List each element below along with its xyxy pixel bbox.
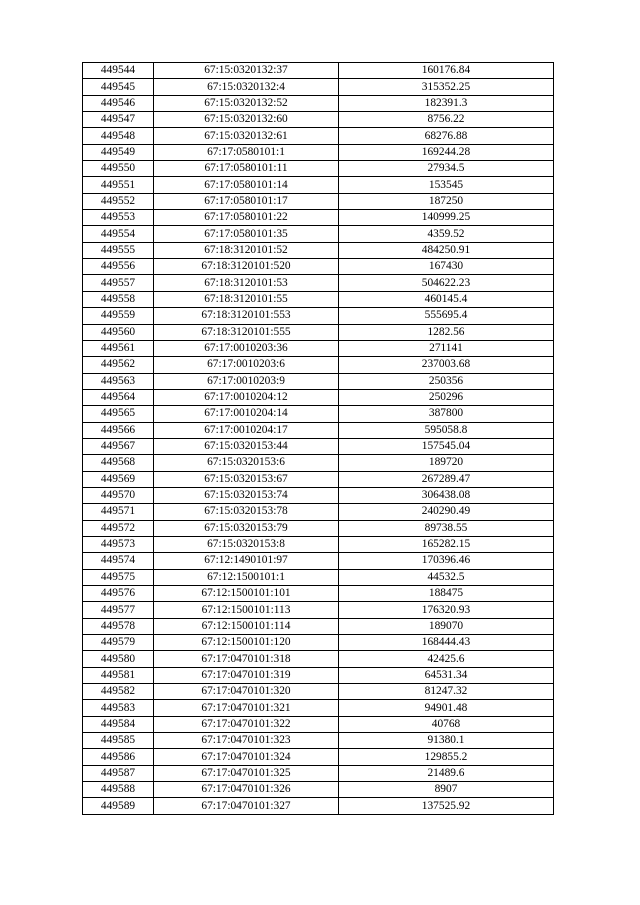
cadastral-number-cell: 67:17:0470101:320 bbox=[154, 684, 339, 700]
cadastral-value-cell: 484250.91 bbox=[339, 242, 554, 258]
table-row bbox=[83, 651, 554, 667]
cadastral-number-cell: 67:17:0470101:321 bbox=[154, 700, 339, 716]
table-row bbox=[83, 128, 554, 144]
row-number-cell: 449574 bbox=[83, 553, 154, 569]
table-row bbox=[83, 63, 554, 79]
cadastral-number-cell: 67:18:3120101:553 bbox=[154, 308, 339, 324]
cadastral-number-cell: 67:17:0580101:22 bbox=[154, 210, 339, 226]
table-row bbox=[83, 324, 554, 340]
cadastral-value-cell: 170396.46 bbox=[339, 553, 554, 569]
cadastral-number-cell: 67:17:0010204:17 bbox=[154, 422, 339, 438]
row-number-cell: 449546 bbox=[83, 95, 154, 111]
row-number-cell: 449573 bbox=[83, 536, 154, 552]
table-row bbox=[83, 487, 554, 503]
cadastral-value-cell: 387800 bbox=[339, 406, 554, 422]
row-number-cell: 449550 bbox=[83, 161, 154, 177]
table-row bbox=[83, 667, 554, 683]
cadastral-number-cell: 67:17:0580101:14 bbox=[154, 177, 339, 193]
row-number-cell: 449571 bbox=[83, 504, 154, 520]
row-number-cell: 449552 bbox=[83, 193, 154, 209]
row-number-cell: 449544 bbox=[83, 63, 154, 79]
row-number-cell: 449545 bbox=[83, 79, 154, 95]
row-number-cell: 449569 bbox=[83, 471, 154, 487]
cadastral-value-cell: 68276.88 bbox=[339, 128, 554, 144]
cadastral-value-cell: 157545.04 bbox=[339, 438, 554, 454]
row-number-cell: 449561 bbox=[83, 340, 154, 356]
table-row bbox=[83, 373, 554, 389]
cadastral-value-cell: 91380.1 bbox=[339, 733, 554, 749]
row-number-cell: 449551 bbox=[83, 177, 154, 193]
row-number-cell: 449556 bbox=[83, 259, 154, 275]
table-row bbox=[83, 782, 554, 798]
cadastral-number-cell: 67:15:0320153:74 bbox=[154, 487, 339, 503]
cadastral-number-cell: 67:15:0320153:44 bbox=[154, 438, 339, 454]
cadastral-number-cell: 67:17:0580101:35 bbox=[154, 226, 339, 242]
cadastral-number-cell: 67:15:0320153:79 bbox=[154, 520, 339, 536]
cadastral-value-cell: 250296 bbox=[339, 389, 554, 405]
table-row bbox=[83, 700, 554, 716]
cadastral-value-cell: 1282.56 bbox=[339, 324, 554, 340]
cadastral-number-cell: 67:17:0010204:12 bbox=[154, 389, 339, 405]
cadastral-number-cell: 67:17:0580101:17 bbox=[154, 193, 339, 209]
cadastral-value-cell: 167430 bbox=[339, 259, 554, 275]
row-number-cell: 449563 bbox=[83, 373, 154, 389]
table-row bbox=[83, 586, 554, 602]
cadastral-number-cell: 67:15:0320153:78 bbox=[154, 504, 339, 520]
cadastral-value-cell: 240290.49 bbox=[339, 504, 554, 520]
table-row bbox=[83, 749, 554, 765]
cadastral-number-cell: 67:12:1490101:97 bbox=[154, 553, 339, 569]
row-number-cell: 449576 bbox=[83, 586, 154, 602]
table-row bbox=[83, 79, 554, 95]
table-row bbox=[83, 112, 554, 128]
table-row bbox=[83, 389, 554, 405]
cadastral-number-cell: 67:17:0470101:323 bbox=[154, 733, 339, 749]
cadastral-value-cell: 40768 bbox=[339, 716, 554, 732]
cadastral-number-cell: 67:18:3120101:520 bbox=[154, 259, 339, 275]
cadastral-value-cell: 504622.23 bbox=[339, 275, 554, 291]
row-number-cell: 449575 bbox=[83, 569, 154, 585]
table-row bbox=[83, 504, 554, 520]
table-row bbox=[83, 291, 554, 307]
row-number-cell: 449557 bbox=[83, 275, 154, 291]
cadastral-value-cell: 153545 bbox=[339, 177, 554, 193]
cadastral-number-cell: 67:12:1500101:113 bbox=[154, 602, 339, 618]
table-row bbox=[83, 406, 554, 422]
cadastral-value-cell: 81247.32 bbox=[339, 684, 554, 700]
row-number-cell: 449548 bbox=[83, 128, 154, 144]
row-number-cell: 449564 bbox=[83, 389, 154, 405]
row-number-cell: 449582 bbox=[83, 684, 154, 700]
cadastral-value-cell: 189070 bbox=[339, 618, 554, 634]
cadastral-number-cell: 67:17:0470101:324 bbox=[154, 749, 339, 765]
cadastral-value-cell: 8907 bbox=[339, 782, 554, 798]
cadastral-number-cell: 67:15:0320153:67 bbox=[154, 471, 339, 487]
table-row bbox=[83, 536, 554, 552]
table-row bbox=[83, 765, 554, 781]
table-row bbox=[83, 259, 554, 275]
cadastral-value-cell: 237003.68 bbox=[339, 357, 554, 373]
cadastral-number-cell: 67:15:0320132:4 bbox=[154, 79, 339, 95]
row-number-cell: 449583 bbox=[83, 700, 154, 716]
cadastral-number-cell: 67:12:1500101:101 bbox=[154, 586, 339, 602]
row-number-cell: 449567 bbox=[83, 438, 154, 454]
row-number-cell: 449577 bbox=[83, 602, 154, 618]
cadastral-value-cell: 187250 bbox=[339, 193, 554, 209]
row-number-cell: 449549 bbox=[83, 144, 154, 160]
cadastral-number-cell: 67:17:0470101:319 bbox=[154, 667, 339, 683]
cadastral-value-cell: 140999.25 bbox=[339, 210, 554, 226]
cadastral-value-cell: 94901.48 bbox=[339, 700, 554, 716]
table-row bbox=[83, 438, 554, 454]
cadastral-value-cell: 44532.5 bbox=[339, 569, 554, 585]
cadastral-value-cell: 160176.84 bbox=[339, 63, 554, 79]
row-number-cell: 449587 bbox=[83, 765, 154, 781]
row-number-cell: 449558 bbox=[83, 291, 154, 307]
cadastral-value-cell: 4359.52 bbox=[339, 226, 554, 242]
cadastral-value-cell: 129855.2 bbox=[339, 749, 554, 765]
table-row bbox=[83, 242, 554, 258]
cadastral-number-cell: 67:15:0320132:52 bbox=[154, 95, 339, 111]
row-number-cell: 449555 bbox=[83, 242, 154, 258]
cadastral-number-cell: 67:15:0320132:37 bbox=[154, 63, 339, 79]
row-number-cell: 449570 bbox=[83, 487, 154, 503]
cadastral-number-cell: 67:18:3120101:52 bbox=[154, 242, 339, 258]
cadastral-number-cell: 67:17:0470101:325 bbox=[154, 765, 339, 781]
row-number-cell: 449588 bbox=[83, 782, 154, 798]
table-row bbox=[83, 618, 554, 634]
row-number-cell: 449568 bbox=[83, 455, 154, 471]
row-number-cell: 449579 bbox=[83, 635, 154, 651]
cadastral-value-cell: 271141 bbox=[339, 340, 554, 356]
row-number-cell: 449554 bbox=[83, 226, 154, 242]
cadastral-value-cell: 137525.92 bbox=[339, 798, 554, 814]
cadastral-value-cell: 555695.4 bbox=[339, 308, 554, 324]
cadastral-number-cell: 67:17:0010204:14 bbox=[154, 406, 339, 422]
table-row bbox=[83, 193, 554, 209]
cadastral-value-cell: 176320.93 bbox=[339, 602, 554, 618]
row-number-cell: 449580 bbox=[83, 651, 154, 667]
table-row bbox=[83, 308, 554, 324]
table-body bbox=[83, 63, 554, 815]
row-number-cell: 449559 bbox=[83, 308, 154, 324]
table-row bbox=[83, 357, 554, 373]
cadastral-value-cell: 188475 bbox=[339, 586, 554, 602]
cadastral-number-cell: 67:17:0010203:36 bbox=[154, 340, 339, 356]
cadastral-number-cell: 67:12:1500101:1 bbox=[154, 569, 339, 585]
cadastral-value-cell: 169244.28 bbox=[339, 144, 554, 160]
row-number-cell: 449553 bbox=[83, 210, 154, 226]
cadastral-number-cell: 67:15:0320153:8 bbox=[154, 536, 339, 552]
cadastral-number-cell: 67:18:3120101:555 bbox=[154, 324, 339, 340]
row-number-cell: 449560 bbox=[83, 324, 154, 340]
row-number-cell: 449565 bbox=[83, 406, 154, 422]
table-row bbox=[83, 340, 554, 356]
cadastral-number-cell: 67:17:0010203:6 bbox=[154, 357, 339, 373]
cadastral-value-table bbox=[82, 62, 554, 815]
table-row bbox=[83, 422, 554, 438]
table-row bbox=[83, 635, 554, 651]
cadastral-number-cell: 67:17:0010203:9 bbox=[154, 373, 339, 389]
cadastral-number-cell: 67:17:0470101:327 bbox=[154, 798, 339, 814]
cadastral-value-cell: 315352.25 bbox=[339, 79, 554, 95]
row-number-cell: 449578 bbox=[83, 618, 154, 634]
table-row bbox=[83, 471, 554, 487]
cadastral-value-cell: 165282.15 bbox=[339, 536, 554, 552]
cadastral-number-cell: 67:17:0580101:1 bbox=[154, 144, 339, 160]
table-row bbox=[83, 520, 554, 536]
cadastral-value-cell: 64531.34 bbox=[339, 667, 554, 683]
row-number-cell: 449589 bbox=[83, 798, 154, 814]
cadastral-value-cell: 21489.6 bbox=[339, 765, 554, 781]
cadastral-value-cell: 168444.43 bbox=[339, 635, 554, 651]
row-number-cell: 449586 bbox=[83, 749, 154, 765]
row-number-cell: 449566 bbox=[83, 422, 154, 438]
cadastral-value-cell: 8756.22 bbox=[339, 112, 554, 128]
cadastral-value-cell: 27934.5 bbox=[339, 161, 554, 177]
cadastral-value-cell: 182391.3 bbox=[339, 95, 554, 111]
table-row bbox=[83, 602, 554, 618]
cadastral-number-cell: 67:18:3120101:55 bbox=[154, 291, 339, 307]
table-row bbox=[83, 798, 554, 814]
cadastral-number-cell: 67:17:0470101:322 bbox=[154, 716, 339, 732]
cadastral-value-cell: 189720 bbox=[339, 455, 554, 471]
table-row bbox=[83, 716, 554, 732]
cadastral-number-cell: 67:18:3120101:53 bbox=[154, 275, 339, 291]
table-row bbox=[83, 684, 554, 700]
table-row bbox=[83, 95, 554, 111]
cadastral-number-cell: 67:17:0470101:326 bbox=[154, 782, 339, 798]
cadastral-number-cell: 67:15:0320153:6 bbox=[154, 455, 339, 471]
table-row bbox=[83, 144, 554, 160]
row-number-cell: 449572 bbox=[83, 520, 154, 536]
cadastral-number-cell: 67:15:0320132:60 bbox=[154, 112, 339, 128]
row-number-cell: 449547 bbox=[83, 112, 154, 128]
cadastral-number-cell: 67:17:0580101:11 bbox=[154, 161, 339, 177]
row-number-cell: 449581 bbox=[83, 667, 154, 683]
cadastral-number-cell: 67:15:0320132:61 bbox=[154, 128, 339, 144]
cadastral-value-cell: 460145.4 bbox=[339, 291, 554, 307]
cadastral-value-cell: 89738.55 bbox=[339, 520, 554, 536]
row-number-cell: 449584 bbox=[83, 716, 154, 732]
table-row bbox=[83, 226, 554, 242]
table-row bbox=[83, 553, 554, 569]
row-number-cell: 449585 bbox=[83, 733, 154, 749]
cadastral-value-cell: 42425.6 bbox=[339, 651, 554, 667]
table-row bbox=[83, 733, 554, 749]
row-number-cell: 449562 bbox=[83, 357, 154, 373]
table-row bbox=[83, 177, 554, 193]
cadastral-value-cell: 306438.08 bbox=[339, 487, 554, 503]
table-row bbox=[83, 275, 554, 291]
cadastral-number-cell: 67:12:1500101:114 bbox=[154, 618, 339, 634]
cadastral-value-cell: 250356 bbox=[339, 373, 554, 389]
cadastral-number-cell: 67:17:0470101:318 bbox=[154, 651, 339, 667]
table-row bbox=[83, 210, 554, 226]
cadastral-value-cell: 595058.8 bbox=[339, 422, 554, 438]
table-row bbox=[83, 569, 554, 585]
cadastral-value-cell: 267289.47 bbox=[339, 471, 554, 487]
table-row bbox=[83, 161, 554, 177]
cadastral-number-cell: 67:12:1500101:120 bbox=[154, 635, 339, 651]
table-row bbox=[83, 455, 554, 471]
